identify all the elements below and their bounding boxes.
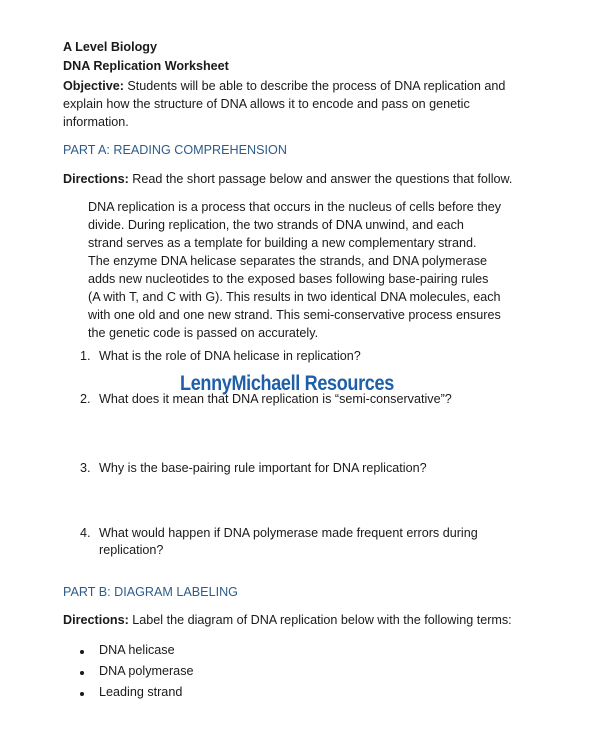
question-number: 2. [80,392,91,406]
question-number: 3. [80,461,91,475]
directions-label: Directions: [63,172,129,186]
question-text: What does it mean that DNA replication is “semi-conservative”? [99,392,452,406]
part-b-heading: PART B: DIAGRAM LABELING [63,585,238,599]
worksheet-title: DNA Replication Worksheet [63,59,229,73]
question-text: What would happen if DNA polymerase made frequent errors during [99,526,478,540]
objective-line-3: information. [63,115,129,129]
term-label: Leading strand [99,685,183,699]
part-a-heading: PART A: READING COMPREHENSION [63,143,287,157]
directions-text: Read the short passage below and answer the questions that follow. [128,172,513,186]
passage-line: divide. During replication, the two strands of DNA unwind, and each [88,218,464,232]
bullet-icon [80,692,84,696]
objective-line-2: explain how the structure of DNA allows it to encode and pass on genetic [63,97,470,111]
objective-line-1 [63,79,505,93]
question-text: Why is the base-pairing rule important for DNA replication? [99,461,427,475]
question-number: 4. [80,526,91,540]
objective-text-1: Students will be able to describe the process of DNA replication and [123,79,506,93]
objective-label: Objective: [63,79,124,93]
passage-line: with one old and one new strand. This semi-conservative process ensures [88,308,501,322]
part-a-directions [63,172,512,186]
passage-line: (A with T, and C with G). This results in two identical DNA molecules, each [88,290,501,304]
bullet-icon [80,650,84,654]
watermark-logo: LennyMichaell Resources [180,372,394,395]
passage-line: DNA replication is a process that occurs in the nucleus of cells before they [88,200,502,214]
question-number: 1. [80,349,91,363]
term-label: DNA helicase [99,643,175,657]
question-text-continued: replication? [99,543,164,557]
part-b-directions [63,613,512,627]
directions-text: Label the diagram of DNA replication below with the following terms: [128,613,512,627]
question-text: What is the role of DNA helicase in replication? [99,349,361,363]
term-label: DNA polymerase [99,664,194,678]
passage-line: The enzyme DNA helicase separates the strands, and DNA polymerase [88,254,488,268]
passage-line: adds new nucleotides to the exposed bases following base-pairing rules [88,272,489,286]
directions-label: Directions: [63,613,129,627]
passage-line: the genetic code is passed on accurately. [88,326,319,340]
course-title: A Level Biology [63,40,158,54]
passage-line: strand serves as a template for building a new complementary strand. [88,236,477,250]
bullet-icon [80,671,84,675]
